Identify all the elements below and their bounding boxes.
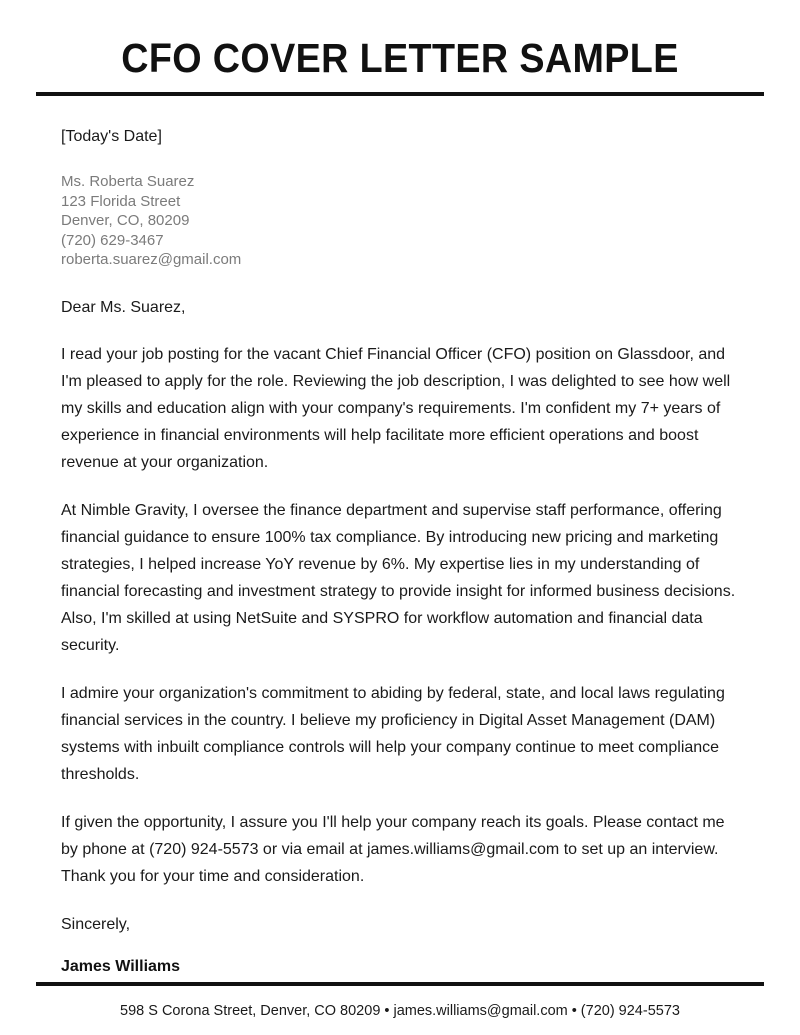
document-footer	[0, 982, 800, 1035]
letter-paragraph-1: I read your job posting for the vacant Chief Financial Officer (CFO) position on Glassdoor, and I'm pleased to apply for the role. Reviewing the job description, I was delighted to see how well my skills and education align with your company's requirements. I'm confident my 7+ years of experience in financial environments will help facilitate more efficient operations and boost revenue at your organization.	[61, 345, 731, 471]
footer-contact-line	[36, 1000, 764, 1022]
recipient-email: roberta.suarez@gmail.com	[61, 251, 242, 268]
footer-email: james.williams@gmail.com	[393, 1003, 568, 1019]
letter-paragraph-3: I admire your organization's commitment to abiding by federal, state, and local laws regulating financial services in the country. I believe my proficiency in Digital Asset Management (DAM) systems with inbuilt compliance controls will help your company continue to meet compliance thresholds.	[61, 684, 725, 783]
letter-signature-name: James Williams	[61, 957, 181, 975]
letter-body	[0, 126, 800, 979]
header-divider-rule	[36, 92, 764, 96]
footer-phone: (720) 924-5573	[580, 1003, 680, 1019]
recipient-name: Ms. Roberta Suarez	[61, 173, 195, 190]
footer-divider-rule	[36, 982, 764, 986]
recipient-phone: (720) 629-3467	[61, 231, 164, 249]
letter-paragraph-2: At Nimble Gravity, I oversee the finance department and supervise staff performance, offering financial guidance to ensure 100% tax compliance. By introducing new pricing and marketing strategies, I helped increase YoY revenue by 6%. My expertise lies in my understanding of financial forecasting and investment strategy to provide insight for informed business decisions. Also, I'm skilled at using NetSuite and SYSPRO for workflow automation and financial data security.	[61, 501, 736, 654]
footer-separator-1: •	[384, 1003, 390, 1019]
footer-address: 598 S Corona Street, Denver, CO 80209	[120, 1003, 381, 1019]
recipient-address-block	[61, 172, 736, 270]
document-header	[0, 0, 800, 82]
recipient-city-state-zip: Denver, CO, 80209	[61, 212, 190, 229]
recipient-street: 123 Florida Street	[61, 192, 181, 210]
letter-salutation: Dear Ms. Suarez,	[61, 298, 186, 316]
footer-separator-2: •	[571, 1003, 577, 1019]
letter-date: [Today's Date]	[61, 128, 162, 145]
page-title: CFO COVER LETTER SAMPLE	[121, 35, 679, 81]
letter-paragraph-4: If given the opportunity, I assure you I'll help your company reach its goals. Please contact me by phone at (720) 924-5573 or via email at james.williams@gmail.com to set up an interview. Thank you for your time and consideration.	[61, 813, 725, 885]
letter-closing: Sincerely,	[61, 915, 131, 933]
